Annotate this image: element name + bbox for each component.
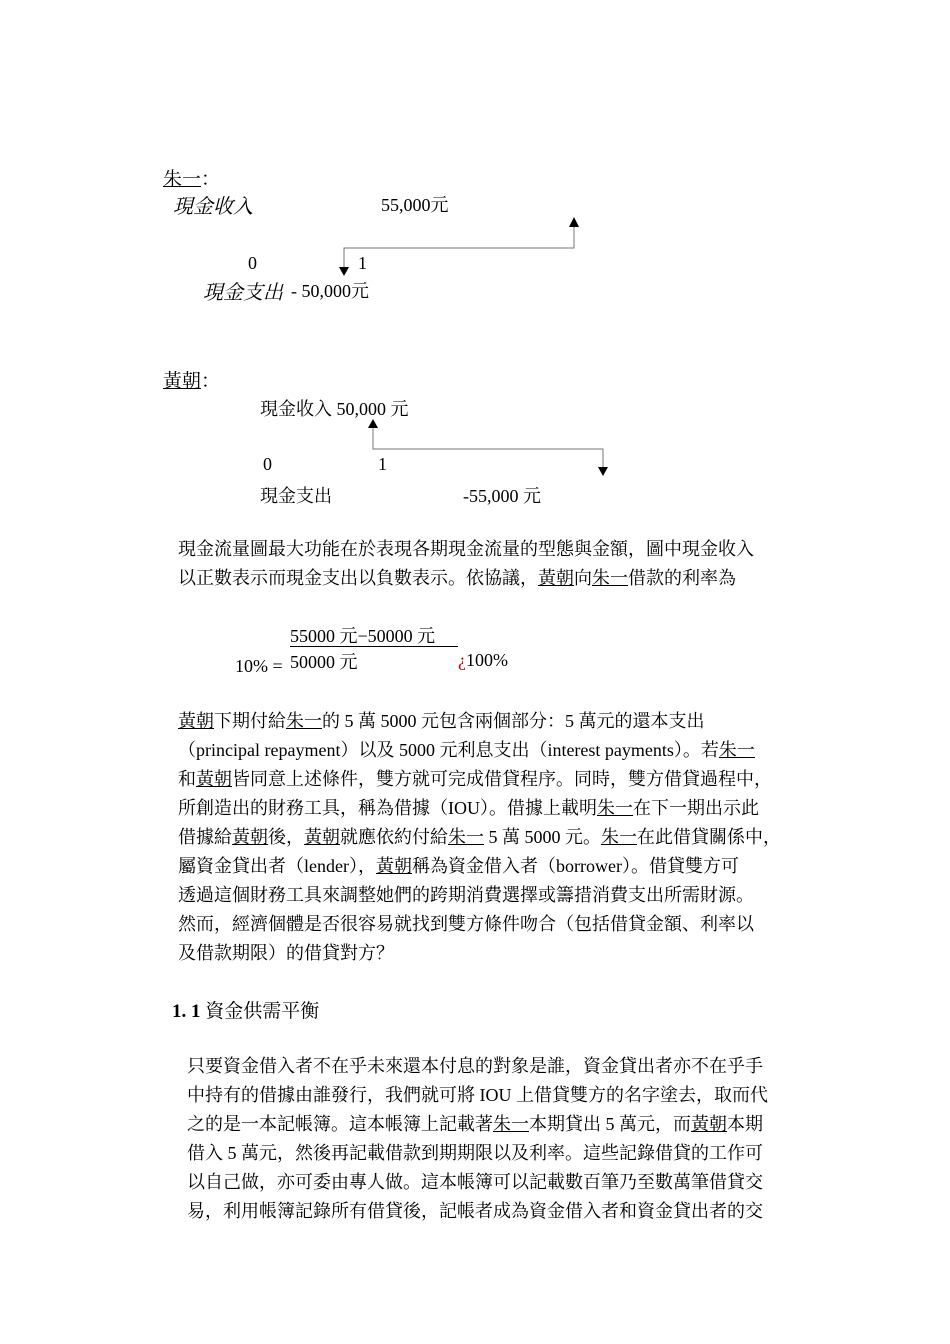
formula-factor: ¿100% [458, 650, 508, 670]
second-line-6: 易，利用帳簿記錄所有借貸後，記帳者成為資金借入者和資金貸出者的交 [187, 1201, 763, 1221]
main-line-7: 透過這個財務工具來調整她們的跨期消費選擇或籌措消費支出所需財源。 [178, 885, 754, 905]
main-line-1: 黃朝下期付給朱一的 5 萬 5000 元包含兩個部分：5 萬元的還本支出 [178, 711, 705, 731]
diagram1-timeline [344, 226, 574, 268]
diagram1-inflow-amount: 55,000元 [381, 195, 449, 215]
main-line-9: 及借款期限）的借貸對方？ [178, 943, 394, 963]
intro-line-2: 以正數表示而現金支出以負數表示。依協議，黃朝向朱一借款的利率為 [178, 568, 736, 588]
diagram1-down-arrow [339, 267, 349, 276]
diagram2-period-0: 0 [263, 454, 272, 474]
section-heading [172, 996, 319, 1023]
diagram1-outflow-amount: - 50,000元 [291, 281, 369, 301]
diagram2-heading: 黃朝： [163, 371, 221, 392]
formula-lhs: 10% = [235, 656, 283, 676]
diagram2-outflow-amount: -55,000 元 [463, 486, 541, 506]
main-line-3: 和黃朝皆同意上述條件，雙方就可完成借貸程序。同時，雙方借貸過程中， [178, 769, 772, 789]
diagram1-outflow-label: 現金支出 [203, 282, 283, 304]
diagram2-inflow-label: 現金收入 50,000 元 [260, 399, 409, 419]
diagram1-person: 朱一 [163, 169, 202, 190]
diagram2-timeline [373, 427, 603, 468]
second-line-1: 只要資金借入者不在乎未來還本付息的對象是誰，資金貸出者亦不在乎手 [187, 1056, 763, 1076]
formula-fraction-bar [290, 646, 458, 647]
diagram1-inflow-label: 現金收入 [173, 196, 253, 218]
diagram2-person: 黃朝 [163, 371, 202, 392]
formula-numerator: 55000 元−50000 元 [290, 626, 436, 646]
section-title: 資金供需平衡 [205, 1001, 320, 1022]
main-line-4: 所創造出的財務工具，稱為借據（IOU）。借據上載明朱一在下一期出示此 [178, 798, 759, 818]
diagram1-heading: 朱一： [163, 169, 221, 190]
main-paragraph [178, 707, 781, 968]
second-line-4: 借入 5 萬元，然後再記載借款到期期限以及利率。這些記錄借貸的工作可 [187, 1143, 763, 1163]
main-line-8: 然而，經濟個體是否很容易就找到雙方條件吻合（包括借貸金額、利率以 [178, 914, 754, 934]
diagram1-up-arrow [569, 217, 579, 227]
section-number: 1. 1 [172, 1001, 201, 1022]
diagram2-outflow-label: 現金支出 [260, 486, 332, 506]
second-paragraph [187, 1052, 768, 1226]
second-line-3: 之的是一本記帳簿。這本帳簿上記載著朱一本期貸出 5 萬元，而黃朝本期 [187, 1114, 763, 1134]
intro-paragraph [178, 535, 754, 593]
diagram2-down-arrow [598, 467, 608, 476]
second-line-5: 以自己做，亦可委由專人做。這本帳簿可以記載數百筆乃至數萬筆借貸交 [187, 1172, 763, 1192]
main-line-5: 借據給黃朝後，黃朝就應依約付給朱一 5 萬 5000 元。朱一在此借貸關係中， [178, 827, 781, 847]
diagram1-period-0: 0 [248, 253, 257, 273]
intro-line-1: 現金流量圖最大功能在於表現各期現金流量的型態與金額，圖中現金收入 [178, 539, 754, 559]
main-line-2: （principal repayment）以及 5000 元利息支出（interest payments）。若朱一 [178, 740, 755, 760]
main-line-6: 屬資金貸出者（lender），黃朝稱為資金借入者（borrower）。借貸雙方可 [178, 856, 739, 876]
formula-denominator: 50000 元 [290, 652, 358, 672]
diagram2-period-1: 1 [378, 454, 387, 474]
second-line-2: 中持有的借據由誰發行，我們就可將 IOU 上借貸雙方的名字塗去，取而代 [187, 1085, 768, 1105]
diagram2-up-arrow [368, 419, 378, 428]
diagram1-period-1: 1 [358, 253, 367, 273]
